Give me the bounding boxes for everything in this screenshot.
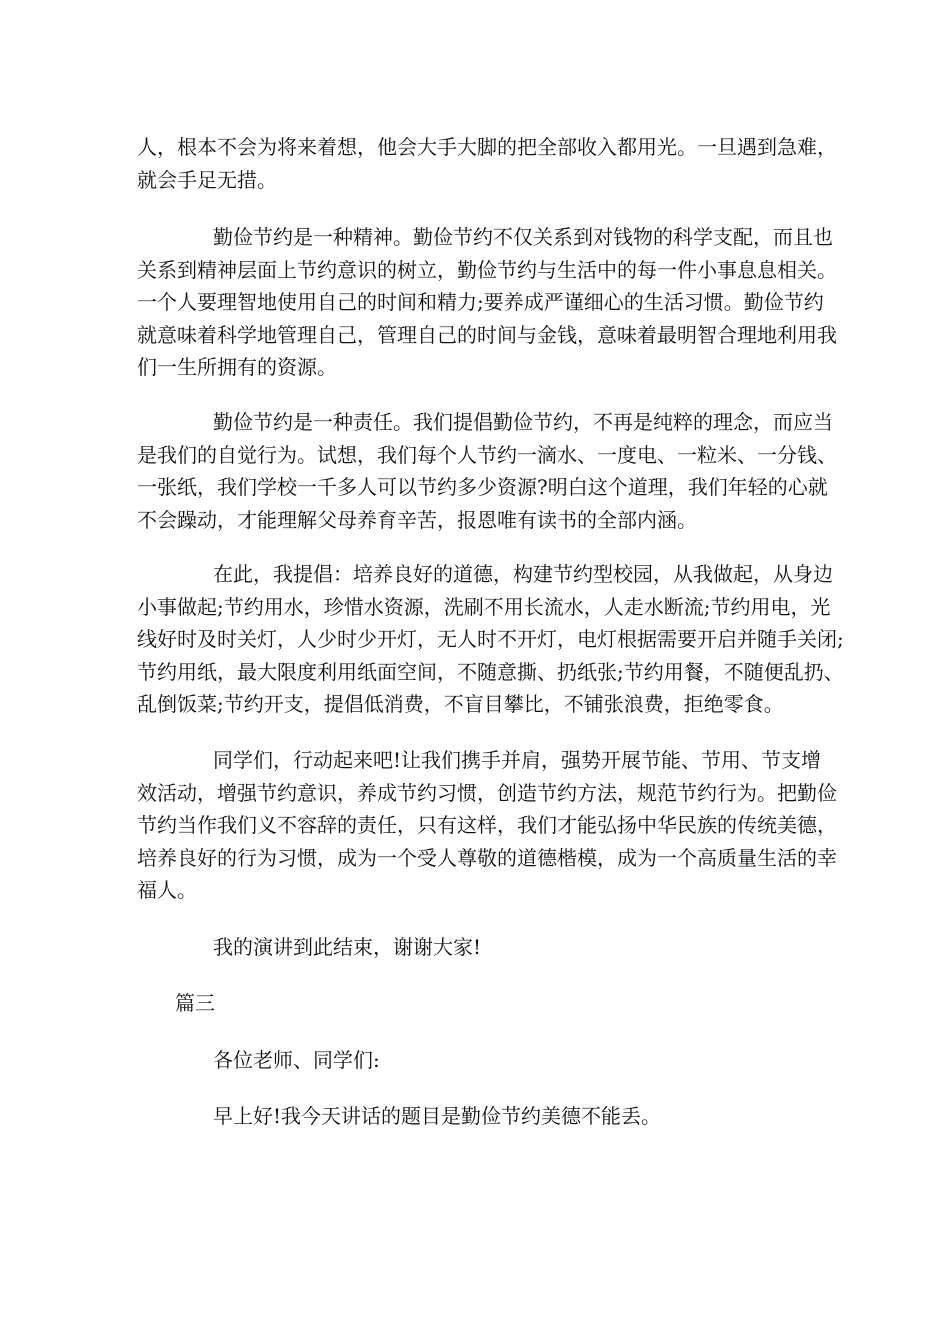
- paragraph-call-to-action: [137, 744, 837, 907]
- opening-line: 早上好!我今天讲话的题目是勤俭节约美德不能丢。: [213, 1104, 662, 1128]
- text-line: 节约用纸，最大限度利用纸面空间，不随意撕、扔纸张;节约用餐，不随便乱扔、: [137, 659, 844, 684]
- text-line: 人，根本不会为将来着想，他会大手大脚的把全部收入都用光。一旦遇到急难，: [137, 135, 837, 159]
- text-line: 不会躁动，才能理解父母养育辛苦，报恩唯有读书的全部内涵。: [137, 507, 697, 532]
- text-line: 就意味着科学地管理自己，管理自己的时间与金钱，意味着最明智合理地利用我: [137, 322, 837, 347]
- text-line: 效活动，增强节约意识，养成节约习惯，创造节约方法，规范节约行为。把勤俭: [137, 780, 837, 805]
- text-line: 是我们的自觉行为。试想，我们每个人节约一滴水、一度电、一粒米、一分钱、: [137, 442, 837, 467]
- text-line: 培养良好的行为习惯，成为一个受人尊敬的道德楷模，成为一个高质量生活的幸: [137, 845, 837, 870]
- text-line: 在此，我提倡：培养良好的道德，构建节约型校园，从我做起，从身边: [213, 562, 833, 586]
- text-line: 小事做起;节约用水，珍惜水资源，洗刷不用长流水，人走水断流;节约用电，光: [137, 594, 831, 619]
- paragraph-proposal: [137, 558, 844, 721]
- text-line: 们一生所拥有的资源。: [137, 355, 337, 379]
- text-line: 线好时及时关灯，人少时少开灯，无人时不开灯，电灯根据需要开启并随手关闭;: [137, 627, 844, 651]
- section-heading: 篇三: [175, 991, 215, 1015]
- text-line: 勤俭节约是一种精神。勤俭节约不仅关系到对钱物的科学支配，而且也: [213, 225, 833, 249]
- paragraph-spirit: [137, 221, 837, 384]
- text-line: 一张纸，我们学校一千多人可以节约多少资源?明白这个道理，我们年轻的心就: [137, 475, 828, 499]
- text-line: 就会手足无措。: [137, 167, 277, 192]
- text-line: 勤俭节约是一种责任。我们提倡勤俭节约，不再是纯粹的理念，而应当: [213, 410, 833, 434]
- text-line: 福人。: [137, 878, 197, 902]
- paragraph-continuation: [137, 131, 837, 196]
- greeting-line: 各位老师、同学们:: [213, 1048, 380, 1072]
- text-line: 一个人要理智地使用自己的时间和精力;要养成严谨细心的生活习惯。勤俭节约: [137, 290, 824, 314]
- paragraph-responsibility: [137, 406, 837, 536]
- text-line: 同学们，行动起来吧!让我们携手并肩，强势开展节能、节用、节支增: [213, 748, 822, 772]
- text-line: 乱倒饭菜;节约开支，提倡低消费，不盲目攀比，不铺张浪费，拒绝零食。: [137, 692, 784, 716]
- text-line: 关系到精神层面上节约意识的树立，勤俭节约与生活中的每一件小事息息相关。: [137, 257, 837, 282]
- text-line: 节约当作我们义不容辞的责任，只有这样，我们才能弘扬中华民族的传统美德，: [137, 813, 837, 837]
- closing-line: 我的演讲到此结束，谢谢大家!: [213, 935, 482, 959]
